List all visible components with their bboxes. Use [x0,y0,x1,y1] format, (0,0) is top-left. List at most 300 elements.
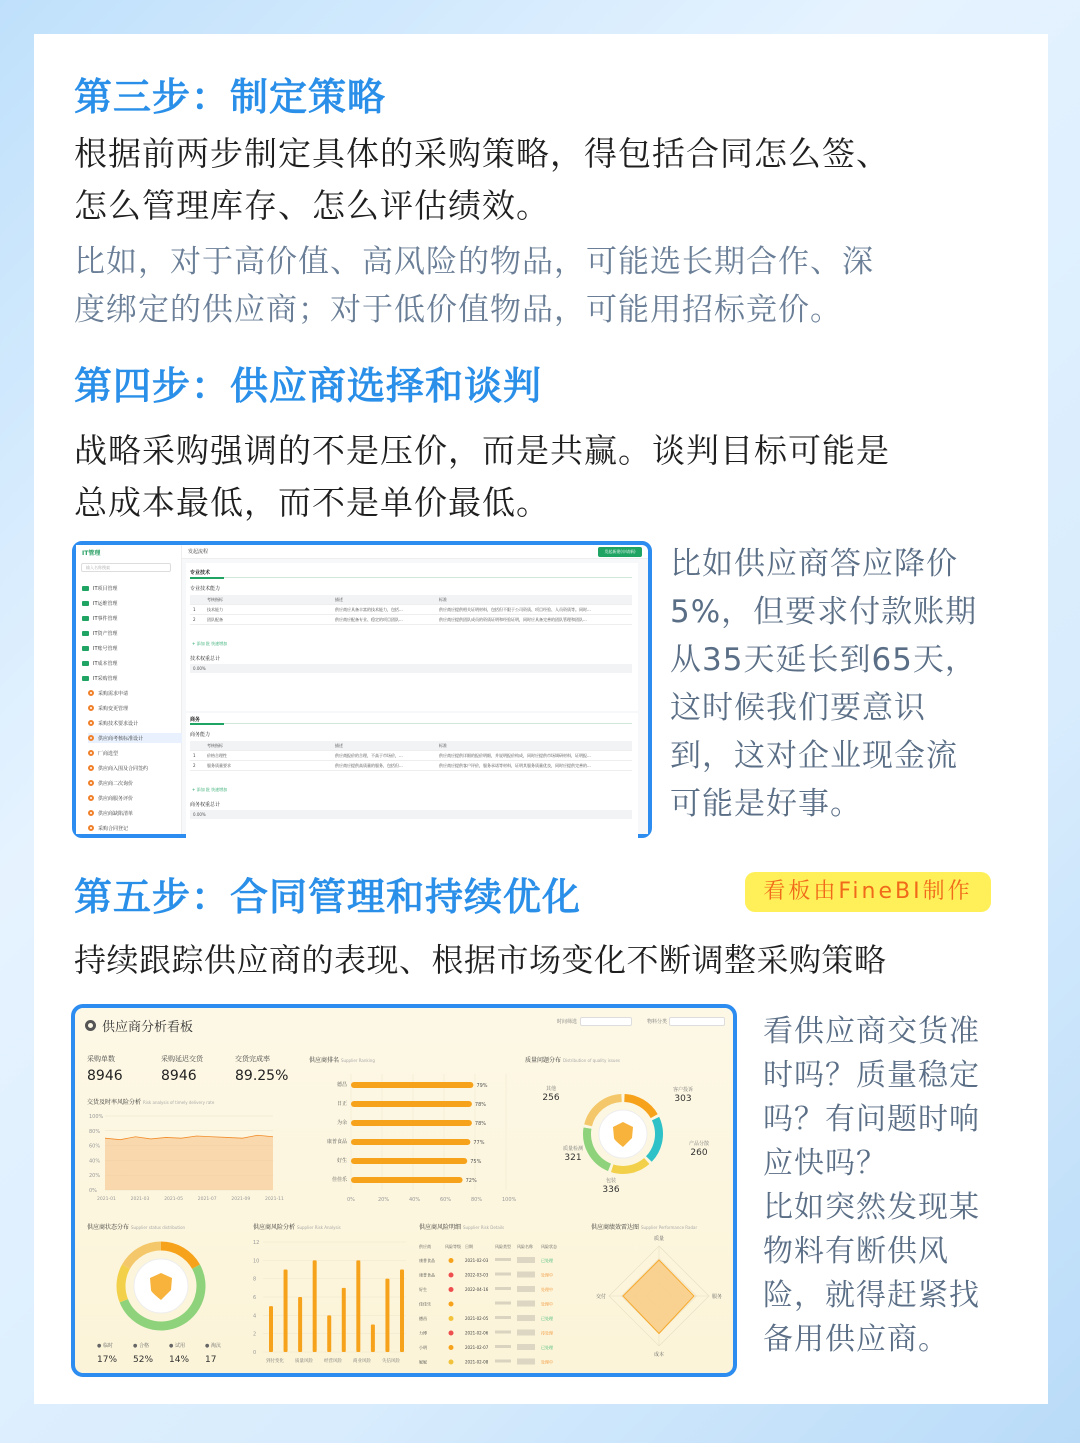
table-header-cell: 供应商 [419,1244,431,1249]
radar-chart-title [591,1222,697,1231]
folder-icon [82,631,89,636]
sidebar-item[interactable] [88,823,128,833]
segment-name: 产品分散 [688,1141,710,1147]
kpi-label: 交货完成率 [235,1055,270,1063]
time-filter-input[interactable] [580,1017,632,1026]
segment-name: 质量检测 [562,1146,584,1152]
table-cell: 2021-02-05 [465,1316,489,1321]
side-note-line: 这时候我们要意识 [670,690,926,726]
risk-chart-title [87,1097,214,1106]
radar-chart-subtitle: Supplier Performance Radar [640,1225,698,1230]
tech-weight-value: 0.00% [190,664,632,673]
process-icon [88,825,94,831]
process-icon [88,750,94,756]
header-standard: 标准 [439,596,447,602]
header-desc: 描述 [335,742,343,748]
step3-example-line: 度绑定的供应商；对于低价值物品，可能用招标竞价。 [74,292,842,328]
risk-level-dot [449,1302,454,1307]
kpi-value: 8946 [87,1068,123,1084]
radar-axis-label: 服务 [711,1294,723,1300]
y-category-label: 康普食品 [326,1139,347,1145]
radar-axis-label: 质量 [653,1236,665,1242]
table-cell: 2 [193,763,196,768]
legend-value: 17% [97,1355,118,1365]
y-category-label: 好生 [336,1158,347,1164]
y-category-label: 为余 [336,1120,347,1126]
table-cell: 力博 [419,1330,427,1336]
section-tech-sub: 专业技术能力 [190,586,221,592]
sidebar-item[interactable] [82,613,118,623]
table-cell: 服务质量要求 [207,762,231,768]
status-segment [121,1267,126,1301]
table-cell: 价格合理性 [207,752,227,758]
bar-value-label: 79% [476,1083,488,1089]
y-tick-label: 6 [253,1295,257,1301]
process-icon [88,720,94,726]
side-note-line: 比如突然发现某 [763,1190,980,1225]
risk-bar [385,1279,389,1352]
y-tick-label: 8 [253,1276,257,1283]
ranking-chart-title [309,1055,375,1064]
table-status-cell: 处理中 [541,1287,553,1292]
bar-value-label: 78% [474,1121,487,1127]
table-cell-placeholder [495,1258,511,1261]
risk-bar [371,1325,375,1353]
table-cell: 小明 [419,1345,427,1350]
donut-segment [612,1161,647,1170]
segment-name: 包装 [605,1178,617,1184]
process-icon [88,810,94,816]
sidebar-item[interactable] [88,718,138,728]
legend-item: ● 淘汰 [205,1343,221,1349]
sidebar-item[interactable] [82,673,118,683]
table-cell: 供应商应提供相关证明材料，包括但不限于公司资质、项目经验、人员资质等。同时... [439,606,591,612]
sidebar-item-label: 供应商二次询价 [98,780,134,787]
folder-icon [82,586,89,591]
legend-item: ● 合格 [133,1343,149,1349]
table-cell: 供应商应具备丰富的技术能力，包括... [335,606,403,612]
quality-chart-subtitle: Distribution of quality issues [562,1058,620,1063]
risk-chart-subtitle: Risk analysis of timely delivery rate [142,1100,215,1105]
process-icon [88,780,94,786]
section-line [224,723,632,724]
step4-body-line: 战略采购强调的不是压价，而是共赢。谈判目标可能是 [74,431,890,470]
quality-issues-donut-chart [523,1068,723,1203]
table-cell-placeholder [517,1272,535,1278]
material-filter-label: 物料分类 [647,1019,668,1025]
y-category-label: 日正 [336,1101,347,1107]
risk-bar [269,1306,273,1352]
side-note-line: 可能是好事。 [670,786,862,822]
table-cell: 技术能力 [207,606,223,612]
segment-value: 256 [542,1093,560,1103]
table-row[interactable] [190,605,632,615]
table-cell: 1 [193,607,196,612]
legend-item: ● 临时 [97,1343,113,1349]
sidebar-item[interactable] [88,793,133,803]
tech-weight-label: 技术权重总计 [190,656,221,662]
step4-side-note [670,540,977,828]
legend-value: 52% [133,1355,154,1365]
ranking-chart-title-text: 供应商排名 [309,1057,340,1064]
table-header [190,741,632,751]
bar-value-label: 78% [474,1102,487,1108]
risk-level-dot [449,1287,454,1292]
ranking-chart-subtitle: Supplier Ranking [340,1058,375,1063]
sidebar-item[interactable] [82,598,118,608]
form-area [182,559,648,834]
table-row[interactable] [190,751,632,761]
x-tick-label: 20% [378,1197,390,1203]
dashboard-title-text: 供应商分析看板 [102,1020,194,1035]
section-underline [190,577,224,579]
risk-bar [298,1297,302,1352]
sidebar-item[interactable] [82,583,118,593]
supplier-performance-radar-chart [591,1234,729,1368]
table-cell-placeholder [517,1359,535,1365]
radar-chart-title-text: 供应商绩效雷达图 [591,1224,640,1231]
supplier-dashboard-screenshot [71,1004,737,1377]
add-row-button[interactable]: + 添加 批 快速增加 [192,787,228,792]
table-cell: 供应商应提供团队成员的资质证明和经验证明，同时应具备完善的团队管理和团队... [439,616,587,622]
step5-title: 第五步：合同管理和持续优化 [74,875,582,919]
process-icon [88,705,94,711]
table-cell-placeholder [495,1273,511,1276]
table-cell: 团队配备 [207,616,223,622]
sidebar-item-label: 采购技术要求设计 [98,720,139,727]
radar-axis-label: 成本 [653,1352,665,1358]
ranking-bar [351,1158,467,1164]
table-cell: 康普食品 [419,1272,435,1278]
risk-level-dot [449,1345,454,1350]
delivery-risk-area-chart [87,1110,284,1202]
sidebar-item[interactable] [88,688,128,698]
riskdetail-title-text: 供应商风险明细 [419,1224,462,1231]
table-cell: 1 [193,753,196,758]
x-category-label: 质量风险 [295,1359,313,1364]
supplier-risk-bar-chart [251,1234,411,1366]
step5-body: 持续跟踪供应商的表现、根据市场变化不断调整采购策略 [74,941,887,979]
side-note-line: 吗？有问题时响 [763,1102,980,1137]
status-chart-subtitle: Supplier status distribution [130,1225,186,1230]
riskdetail-table-title [419,1222,504,1231]
tech-table [190,595,632,625]
table-status-cell: 已处理 [541,1345,553,1350]
y-category-label: 德昌 [336,1082,347,1088]
sidebar-item[interactable] [88,748,118,758]
process-icon [88,690,94,696]
step4-body [74,425,890,529]
sidebar-item[interactable] [82,658,118,668]
table-header-cell: 风险类型 [495,1244,511,1249]
status-chart-title-text: 供应商状态分布 [87,1224,130,1231]
section-line [224,577,632,578]
create-button[interactable]: 发起新建(申请新) [598,547,642,557]
y-tick-label: 40% [89,1158,101,1165]
table-cell: 康普食品 [419,1258,435,1263]
ranking-bar [351,1120,472,1126]
y-tick-label: 60% [89,1143,101,1150]
folder-icon [82,646,89,651]
table-cell: 佳佳乐 [419,1301,431,1307]
risk-level-dot [449,1273,454,1278]
table-cell-placeholder [495,1360,511,1363]
table-cell: 2022-03-03 [465,1272,489,1278]
step3-example [74,238,874,334]
step3-body-line: 怎么管理库存、怎么评估绩效。 [74,186,550,225]
section-business: 商务 [190,717,201,723]
table-cell: 供应商应提供详细的报价明细，并说明报价构成，同时应提供市场调研材料，证明报... [439,752,591,758]
sidebar-item-label: 采购需求申请 [98,690,129,697]
table-cell-placeholder [517,1301,535,1307]
header-desc: 描述 [335,596,343,602]
tech-panel [186,563,638,711]
sidebar-item[interactable] [88,808,133,818]
ranking-bar [351,1082,473,1088]
gear-icon [85,1020,96,1031]
ranking-bar [351,1139,470,1145]
material-filter-select[interactable] [669,1017,725,1026]
table-cell: 供应商应提供客户评价，服务承诺等材料，证明其服务质量优良，同时应提供完善的... [439,762,591,768]
segment-name: 客户投诉 [672,1087,694,1093]
ranking-bar [351,1177,463,1183]
x-tick-label: 40% [409,1197,421,1203]
side-note-line: 到，这对企业现金流 [670,738,958,774]
sidebar-item[interactable] [88,778,133,788]
folder-icon [82,616,89,621]
table-header-cell: 风险等级 [445,1244,461,1249]
sidebar-item-label: 供应商服务评价 [98,795,134,802]
supplier-ranking-bar-chart [303,1070,517,1204]
y-category-label: 佳佳乐 [331,1177,347,1183]
process-icon [88,765,94,771]
business-weight-value: 0.00% [190,810,632,819]
y-tick-label: 10 [253,1258,260,1265]
table-cell-placeholder [495,1345,511,1348]
header-standard: 标准 [439,742,447,748]
step4-body-line: 总成本最低，而不是单价最低。 [74,483,550,522]
table-cell: 2021-02-03 [465,1258,489,1263]
x-category-label: 经营风险 [324,1359,342,1364]
side-note-line: 备用供应商。 [763,1322,949,1357]
y-tick-label: 20% [89,1173,101,1180]
quality-chart-title [525,1055,620,1064]
process-icon [88,735,94,741]
y-tick-label: 0% [89,1188,97,1194]
time-filter-label: 时间筛选 [557,1019,578,1025]
section-tech: 专业技术 [190,570,211,576]
folder-icon [82,661,89,666]
section-business-sub: 商务能力 [190,732,211,738]
side-note-line: 物料有断供风 [763,1234,949,1269]
risk-bar [400,1270,404,1353]
supplier-status-donut-chart [111,1236,211,1336]
risk-level-dot [449,1360,454,1365]
table-row[interactable] [190,615,632,625]
legend-item: ● 试用 [169,1343,185,1349]
side-note-line: 比如供应商答应降价 [670,546,958,582]
business-panel [186,713,638,843]
sidebar-item-label: IT成本管理 [93,660,118,667]
step3-example-line: 比如，对于高价值、高风险的物品，可能选长期合作、深 [74,244,874,280]
side-note-line: 应快吗？ [763,1146,887,1181]
x-category-label: 到付变化 [266,1359,284,1364]
table-cell: 供应商应配备专业、稳定的项目团队... [335,616,403,622]
risk-chart-title-text: 交货及时率风险分析 [87,1099,142,1106]
table-cell-placeholder [495,1287,511,1290]
sidebar-item[interactable] [88,763,148,773]
sidebar-item-label: 供应商缺陷清单 [98,810,134,817]
y-tick-label: 4 [253,1313,257,1320]
add-row-button[interactable]: + 添加 批 快速增加 [192,641,228,646]
kpi-label: 采购单数 [87,1055,115,1063]
risk-bar [356,1260,360,1352]
table-status-cell: 待处理 [541,1330,553,1336]
table-cell: 妮妮 [419,1359,427,1365]
x-tick-label: 100% [502,1197,517,1203]
area-fill [105,1135,273,1190]
legend-value: 14% [169,1355,190,1365]
risk-level-dot [449,1316,454,1321]
sidebar-item-label: IT项目管理 [93,585,118,592]
table-cell-placeholder [517,1257,535,1263]
table-cell-placeholder [495,1316,511,1319]
riskanalysis-chart-subtitle: Supplier Risk Analysis [296,1225,341,1230]
section-underline [190,723,224,725]
table-cell-placeholder [517,1330,535,1336]
table-cell-placeholder [495,1331,511,1334]
table-header-cell: 风险状态 [541,1244,557,1249]
table-cell: 2021-02-08 [465,1359,489,1365]
it-management-screenshot [72,541,652,838]
side-note-line: 险，就得赶紧找 [763,1278,980,1313]
table-row[interactable] [190,761,632,771]
bar-value-label: 77% [473,1140,485,1146]
y-tick-label: 80% [89,1128,101,1135]
process-icon [88,795,94,801]
x-tick-label: 0% [347,1197,355,1203]
bar-value-label: 75% [470,1159,482,1165]
x-tick-label: 2021-09 [231,1197,251,1202]
sidebar-item-label: IT资产管理 [93,630,118,637]
risk-bar [313,1260,317,1352]
x-tick-label: 2021-03 [130,1197,150,1202]
table-cell: 2021-02-06 [465,1330,489,1336]
ranking-bar [351,1101,472,1107]
sidebar-item[interactable] [88,703,128,713]
status-chart-title [87,1222,185,1231]
x-tick-label: 2021-01 [97,1197,116,1202]
y-tick-label: 12 [253,1240,260,1246]
table-cell: 供应商报价的合理，不高于市场价，... [335,752,403,758]
table-header-cell: 风险名称 [517,1244,533,1249]
table-cell-placeholder [517,1286,535,1292]
x-tick-label: 2021-11 [265,1197,284,1202]
side-note-line: 5%，但要求付款账期 [670,594,978,630]
business-weight-label: 商务权重总计 [190,802,221,808]
search-input[interactable]: 输入名称搜索 [81,563,171,572]
sidebar-item-label: IT账号管理 [93,645,118,652]
dashboard-title [85,1016,193,1035]
x-category-label: 失信风险 [382,1359,400,1364]
step3-title: 第三步：制定策略 [74,75,387,119]
kpi-value: 89.25% [235,1068,289,1084]
step3-body [74,128,890,232]
sidebar-item-label: 供应商入围及合同签约 [98,765,149,772]
y-tick-label: 0 [253,1350,257,1356]
x-tick-label: 80% [471,1197,483,1203]
radar-axis-label: 交付 [595,1294,607,1300]
sidebar-item-label: 厂商选型 [98,750,119,757]
business-table [190,741,632,771]
table-cell-placeholder [517,1344,535,1350]
x-tick-label: 60% [440,1197,452,1203]
supplier-risk-detail-table [417,1234,567,1368]
table-cell: 德昌 [419,1316,427,1321]
header-indicator: 考核指标 [207,742,223,748]
table-status-cell: 处理中 [541,1359,553,1365]
table-cell: 2021-02-07 [465,1345,489,1350]
segment-name: 其他 [545,1086,557,1092]
folder-icon [82,601,89,606]
sidebar-item-label: 供应商考核标准设计 [98,735,144,742]
sidebar-item-label: IT运维管理 [93,600,118,607]
sidebar-item-label: IT事件管理 [93,615,118,622]
bar-value-label: 72% [465,1178,477,1184]
table-header-cell: 日期 [465,1244,473,1249]
x-tick-label: 2021-07 [197,1197,217,1202]
table-cell: 好生 [419,1287,427,1292]
risk-bar [327,1315,331,1352]
top-bar [182,545,648,559]
segment-value: 321 [564,1153,582,1163]
segment-value: 303 [674,1094,692,1104]
riskanalysis-chart-title [253,1222,341,1231]
step3-body-line: 根据前两步制定具体的采购策略，得包括合同怎么签、 [74,134,890,173]
app-logo: IT管理 [82,550,101,557]
side-note-line: 从35天延长到65天， [670,642,977,678]
sidebar-item[interactable] [82,628,118,638]
quality-chart-title-text: 质量问题分布 [525,1057,562,1064]
finebi-badge: 看板由FineBI制作 [745,872,991,912]
risk-bar [284,1270,288,1353]
x-tick-label: 2021-05 [164,1197,184,1202]
table-status-cell: 已处理 [541,1258,553,1263]
sidebar-item-label: 采购合同登记 [98,825,129,832]
riskanalysis-chart-title-text: 供应商风险分析 [253,1224,296,1231]
side-note-line: 时吗？质量稳定 [763,1058,980,1093]
tab-start-process[interactable]: 发起流程 [188,549,209,555]
y-tick-label: 2 [253,1331,257,1338]
donut-segment [649,1119,659,1159]
table-header [190,595,632,605]
risk-level-dot [449,1331,454,1336]
table-status-cell: 处理中 [541,1301,553,1307]
sidebar-item[interactable] [82,643,118,653]
segment-value: 260 [690,1148,708,1158]
step4-title: 第四步：供应商选择和谈判 [74,364,543,408]
table-cell-placeholder [517,1315,535,1321]
x-category-label: 商业风险 [353,1359,371,1364]
step5-side-note [763,1010,980,1362]
sidebar [76,545,182,834]
sidebar-item[interactable] [88,733,186,743]
segment-value: 336 [602,1185,620,1195]
table-status-cell: 已处理 [541,1316,553,1321]
risk-level-dot [449,1258,454,1263]
table-status-cell: 处理中 [541,1272,553,1278]
riskdetail-subtitle: Supplier Risk Details [462,1225,505,1230]
